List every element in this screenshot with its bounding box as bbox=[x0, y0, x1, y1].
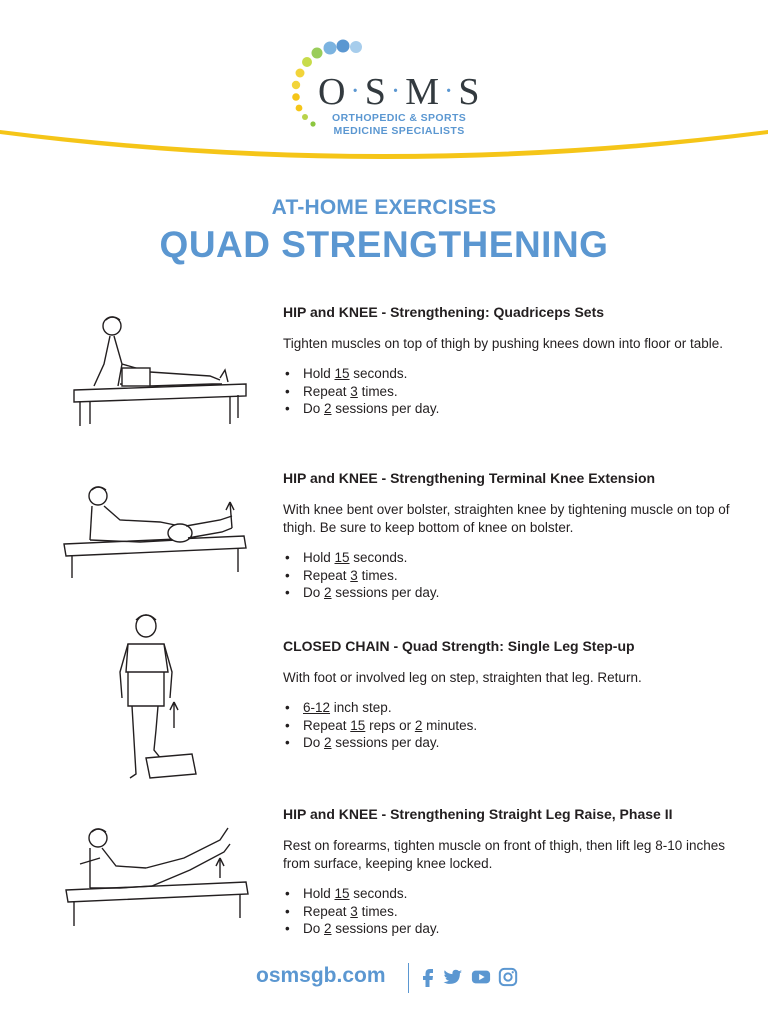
logo-letter: M bbox=[405, 71, 443, 113]
exercise-instructions bbox=[283, 885, 733, 938]
instruction-item: • Repeat 3 times. bbox=[283, 383, 733, 401]
exercise-instructions bbox=[283, 549, 733, 602]
logo-separator: · bbox=[390, 76, 404, 107]
logo-letter: O bbox=[318, 71, 349, 113]
logo-tagline-line: MEDICINE SPECIALISTS bbox=[333, 125, 465, 137]
instruction-item: • Do 2 sessions per day. bbox=[283, 734, 733, 752]
facebook-icon[interactable] bbox=[418, 966, 438, 988]
footer-divider bbox=[408, 963, 409, 993]
exercise-instructions bbox=[283, 699, 733, 752]
exercise-single-leg-step-up bbox=[283, 637, 733, 752]
youtube-icon[interactable] bbox=[471, 966, 491, 988]
twitter-icon[interactable] bbox=[443, 966, 463, 988]
exercise-instructions bbox=[283, 365, 733, 418]
instruction-item: • Do 2 sessions per day. bbox=[283, 584, 733, 602]
website-link[interactable]: osmsgb.com bbox=[256, 964, 386, 987]
exercise-title: HIP and KNEE - Strengthening: Quadriceps Sets bbox=[283, 304, 605, 320]
instruction-item: • Repeat 15 reps or 2 minutes. bbox=[283, 717, 733, 735]
instruction-item: • Hold 15 seconds. bbox=[283, 365, 733, 383]
terminal-knee-extension-illustration bbox=[60, 476, 260, 582]
exercise-description: With foot or involved leg on step, straighten that leg. Return. bbox=[283, 670, 642, 685]
header-swoosh bbox=[0, 120, 768, 170]
exercise-description: With knee bent over bolster, straighten knee by tightening muscle on top of thigh. Be sure to keep bottom of knee on bolster. bbox=[283, 502, 730, 535]
single-leg-step-up-illustration bbox=[100, 610, 210, 800]
exercise-title: HIP and KNEE - Strengthening Straight Leg Raise, Phase II bbox=[283, 806, 673, 822]
instagram-icon[interactable] bbox=[498, 966, 518, 988]
instruction-item: • Hold 15 seconds. bbox=[283, 885, 733, 903]
exercise-terminal-knee-extension bbox=[283, 469, 733, 602]
exercise-description: Tighten muscles on top of thigh by pushing knees down into floor or table. bbox=[283, 336, 724, 351]
exercise-description: Rest on forearms, tighten muscle on front of thigh, then lift leg 8-10 inches from surface, keeping knee locked. bbox=[283, 838, 725, 871]
logo-separator: · bbox=[444, 76, 457, 107]
instruction-item: • Repeat 3 times. bbox=[283, 903, 733, 921]
instruction-item: • Do 2 sessions per day. bbox=[283, 400, 733, 418]
page-title: QUAD STRENGTHENING bbox=[159, 224, 609, 265]
logo-letter: S bbox=[364, 71, 389, 113]
instruction-item: • Do 2 sessions per day. bbox=[283, 920, 733, 938]
quadriceps-sets-illustration bbox=[60, 306, 260, 434]
exercise-title: CLOSED CHAIN - Quad Strength: Single Leg Step-up bbox=[283, 638, 635, 654]
instruction-item: • Hold 15 seconds. bbox=[283, 549, 733, 567]
straight-leg-raise-illustration bbox=[60, 818, 260, 930]
page-kicker: AT-HOME EXERCISES bbox=[271, 196, 497, 219]
exercise-quadriceps-sets bbox=[283, 303, 733, 418]
exercise-title: HIP and KNEE - Strengthening Terminal Knee Extension bbox=[283, 470, 656, 486]
exercise-straight-leg-raise bbox=[283, 805, 733, 938]
logo-tagline-line: ORTHOPEDIC & SPORTS bbox=[332, 112, 467, 124]
instruction-item: • Repeat 3 times. bbox=[283, 567, 733, 585]
logo-separator: · bbox=[350, 76, 363, 107]
instruction-item: • 6-12 inch step. bbox=[283, 699, 733, 717]
logo-wordmark bbox=[318, 70, 483, 114]
logo-letter: S bbox=[458, 71, 483, 113]
